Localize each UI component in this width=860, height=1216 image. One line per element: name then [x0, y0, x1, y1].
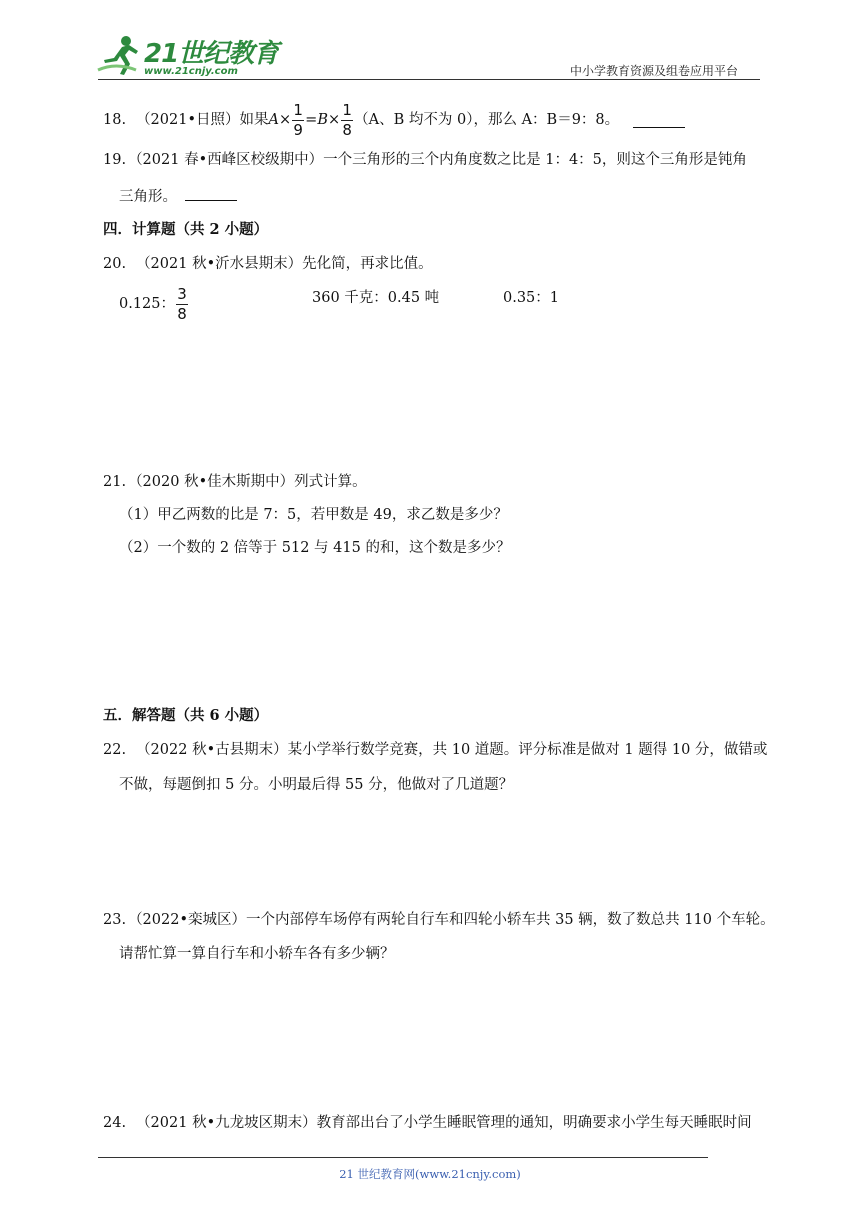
header-divider: [98, 79, 760, 80]
question-22-line2: 不做，每题倒扣 5 分。小明最后得 55 分，他做对了几道题？: [119, 777, 514, 793]
platform-title: 中小学教育资源及组卷应用平台: [570, 64, 739, 78]
answer-blank[interactable]: [185, 186, 237, 201]
footer-divider: [98, 1157, 708, 1158]
q20-item-2: 360 千克：0.45 吨: [312, 290, 440, 306]
section-title: 五．解答题（共 6 小题）: [103, 707, 269, 724]
question-22: 22. （2022 秋•古县期末）某小学举行数学竞赛，共 10 道题。评分标准是做对 1 题得 10 分，做错或: [103, 742, 768, 758]
answer-blank[interactable]: [633, 113, 685, 128]
q21-sub-2: （2）一个数的 2 倍等于 512 与 415 的和，这个数是多少？: [119, 540, 511, 556]
fraction-one-eighth: $\frac{1}{8}$: [342, 100, 352, 139]
q20-item-3: 0.35：1: [503, 290, 560, 306]
question-number: 19.: [103, 152, 127, 168]
section-title: 四．计算题（共 2 小题）: [103, 221, 269, 238]
question-number: 22.: [103, 742, 127, 758]
footer-link[interactable]: 21 世纪教育网(www.21cnjy.com): [339, 1167, 521, 1181]
question-number: 24.: [103, 1115, 127, 1131]
question-18: 18. （2021•日照） 如果 A × $\frac{1}{9}$ = B × $\frac{1}{8}$ （A、B 均不为 0），那么 A：B＝9：8。: [103, 106, 685, 134]
header: [0, 0, 860, 90]
fraction-one-ninth: $\frac{1}{9}$: [293, 100, 303, 139]
question-number: 23.: [103, 912, 127, 928]
question-number: 20.: [103, 256, 127, 272]
question-number: 21.: [103, 474, 127, 490]
question-source: （2021•日照）: [136, 112, 240, 128]
logo-title: 21世纪教育: [144, 39, 279, 69]
question-23-line2: 请帮忙算一算自行车和小轿车各有多少辆？: [119, 946, 395, 962]
q20-item-1: 0.125： $\frac{3}{8}$: [119, 284, 187, 323]
fraction-three-eighths: $\frac{3}{8}$: [177, 284, 187, 323]
question-20: 20. （2021 秋•沂水县期末）先化简，再求比值。: [103, 256, 433, 272]
question-19-line2: 三角形。: [119, 186, 237, 207]
question-23: 23. （2022•栾城区）一个内部停车场停有两轮自行车和四轮小轿车共 35 辆，数了数总共 110 个车轮。: [103, 912, 775, 928]
question-24: 24. （2021 秋•九龙坡区期末）教育部出台了小学生睡眠管理的通知，明确要求小学生每天睡眠时间: [103, 1115, 752, 1131]
q21-sub-1: （1）甲乙两数的比是 7：5，若甲数是 49，求乙数是多少？: [119, 507, 508, 523]
question-19: 19. （2021 春•西峰区校级期中）一个三角形的三个内角度数之比是 1：4：5，则这个三角形是钝角: [103, 152, 747, 168]
question-21: 21. （2020 秋•佳木斯期中）列式计算。: [103, 474, 367, 490]
question-number: 18.: [103, 112, 127, 128]
logo-url: www.21cnjy.com: [144, 66, 238, 77]
runner-logo-icon: [96, 34, 142, 76]
